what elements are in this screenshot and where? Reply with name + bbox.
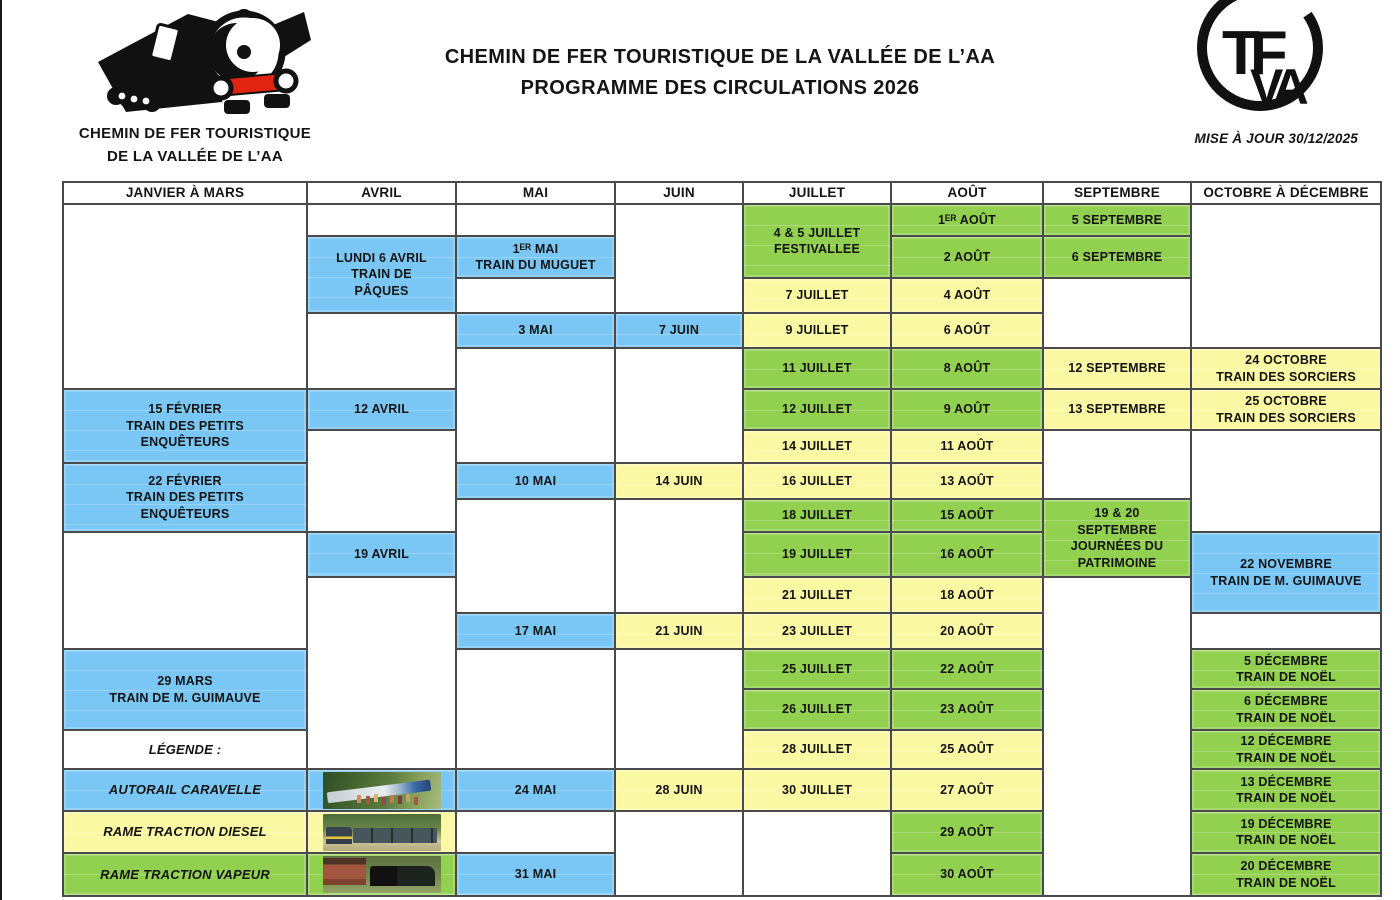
- legend-label-caravelle: [64, 770, 308, 812]
- cell-text: 4 & 5 JUILLET: [773, 225, 861, 240]
- logo-caption-line2: DE LA VALLÉE DE L’AA: [106, 148, 283, 166]
- cell-text: 12 SEPTEMBRE: [1068, 361, 1166, 376]
- cell-text: 31 MAI: [514, 867, 557, 882]
- cell-text: LÉGENDE :: [148, 741, 222, 757]
- schedule-cell: [892, 731, 1044, 770]
- schedule-cell: [892, 390, 1044, 431]
- schedule-cell: [1044, 431, 1192, 500]
- schedule-cell: [744, 770, 892, 812]
- cell-text: TRAIN DE NOËL: [1236, 670, 1336, 684]
- schedule-cell: [1192, 731, 1382, 770]
- schedule-cell: [308, 812, 457, 854]
- cell-text: 30 JUILLET: [781, 782, 853, 797]
- cell-text: 16 JUILLET: [781, 473, 853, 488]
- schedule-cell: [892, 464, 1044, 500]
- cell-text: TRAIN DES PETITS: [126, 418, 244, 433]
- schedule-cell: [616, 770, 744, 812]
- schedule-cell: [457, 650, 616, 770]
- cell-text: 22 FÉVRIER: [148, 473, 222, 488]
- schedule-cell: [1192, 205, 1382, 349]
- cell-text: 13 DÉCEMBRE: [1240, 774, 1332, 789]
- cell-text: 21 JUIN: [655, 623, 703, 638]
- cell-text: 5 DÉCEMBRE: [1244, 653, 1328, 668]
- schedule-cell: [892, 812, 1044, 854]
- column-header-7: SEPTEMBRE: [1044, 183, 1192, 205]
- schedule-cell: [892, 205, 1044, 237]
- legend-photo-caravelle: [323, 772, 441, 809]
- schedule-cell: [308, 431, 457, 533]
- legend-photo-diesel: [323, 814, 441, 851]
- cell-text: TRAIN DE NOËL: [1236, 791, 1336, 805]
- schedule-cell: [1044, 205, 1192, 237]
- cell-text: 5 SEPTEMBRE: [1071, 212, 1163, 227]
- cell-text: TRAIN DE M. GUIMAUVE: [109, 690, 261, 705]
- column-header-8: OCTOBRE À DÉCEMBRE: [1192, 183, 1382, 205]
- schedule-cell: [64, 533, 308, 650]
- schedule-cell: [616, 349, 744, 464]
- cell-text: ENQUÊTEURS: [140, 506, 230, 521]
- schedule-cell: [64, 650, 308, 731]
- cell-text: 1ᴱᴿ MAI: [512, 241, 559, 256]
- cell-text: 9 AOÛT: [943, 402, 991, 417]
- cell-text: 12 JUILLET: [781, 402, 853, 417]
- schedule-cell: [744, 279, 892, 314]
- cell-text: 26 JUILLET: [781, 702, 853, 717]
- cell-text: 22 NOVEMBRE: [1240, 557, 1332, 571]
- schedule-cell: [457, 314, 616, 349]
- schedule-cell: [892, 237, 1044, 279]
- logo-caption-line1: CHEMIN DE FER TOURISTIQUE: [78, 125, 312, 142]
- schedule-cell: [1044, 578, 1192, 897]
- cell-text: 25 OCTOBRE: [1245, 394, 1327, 408]
- schedule-cell: [892, 650, 1044, 690]
- schedule-cell: [64, 205, 308, 390]
- schedule-cell: [616, 314, 744, 349]
- cell-text: 27 AOÛT: [940, 782, 994, 797]
- cell-text: 15 FÉVRIER: [148, 402, 222, 417]
- cell-text: TRAIN DE NOËL: [1236, 833, 1336, 847]
- schedule-cell: [457, 237, 616, 279]
- schedule-cell: [308, 205, 457, 237]
- cell-text: FESTIVALLEE: [773, 242, 860, 256]
- schedule-cell: [1044, 390, 1192, 431]
- schedule-cell: [744, 578, 892, 614]
- cell-text: 3 MAI: [518, 323, 553, 338]
- cell-text: 13 AOÛT: [940, 473, 994, 488]
- cell-text: 25 AOÛT: [940, 742, 994, 757]
- schedule-cell: [457, 205, 616, 237]
- schedule-cell: [744, 349, 892, 390]
- schedule-cell: [892, 578, 1044, 614]
- cell-text: PATRIMOINE: [1077, 555, 1157, 570]
- cell-text: PÂQUES: [354, 283, 409, 298]
- schedule-cell: [744, 390, 892, 431]
- cell-text: TRAIN DU MUGUET: [475, 258, 596, 272]
- schedule-cell: [892, 770, 1044, 812]
- title-line1: CHEMIN DE FER TOURISTIQUE DE LA VALLÉE DE L’AA: [444, 46, 996, 68]
- cell-text: 2 AOÛT: [943, 249, 991, 264]
- schedule-cell: [744, 431, 892, 464]
- cell-text: 28 JUIN: [655, 782, 703, 797]
- schedule-cell: [308, 533, 457, 578]
- schedule-cell: [64, 390, 308, 464]
- logo-caption: [50, 122, 340, 169]
- schedule-cell: [308, 390, 457, 431]
- schedule-cell: [1044, 349, 1192, 390]
- cell-text: 1ᴱᴿ AOÛT: [938, 212, 996, 227]
- cell-text: 23 AOÛT: [940, 702, 994, 717]
- column-header-1: JANVIER À MARS: [64, 183, 308, 205]
- cell-text: 20 AOÛT: [940, 623, 994, 638]
- column-header-5: JUILLET: [744, 183, 892, 205]
- updated-date: MISE À JOUR 30/12/2025: [1194, 131, 1358, 146]
- schedule-cell: [1192, 854, 1382, 897]
- schedule-cell: [308, 770, 457, 812]
- schedule-cell: [64, 464, 308, 533]
- cell-text: ENQUÊTEURS: [140, 435, 230, 450]
- cell-text: 20 DÉCEMBRE: [1240, 859, 1332, 873]
- schedule-cell: [892, 349, 1044, 390]
- legend-title: [64, 731, 308, 770]
- cell-text: RAME TRACTION DIESEL: [103, 824, 267, 840]
- column-header-3: MAI: [457, 183, 616, 205]
- cell-text: 6 AOÛT: [943, 323, 991, 338]
- cell-text: 24 OCTOBRE: [1245, 353, 1327, 367]
- legend-label-vapeur: [64, 854, 308, 897]
- cell-text: TRAIN DE M. GUIMAUVE: [1210, 573, 1362, 588]
- schedule-cell: [1192, 390, 1382, 431]
- schedule-cell: [744, 812, 892, 897]
- schedule-cell: [892, 614, 1044, 650]
- cell-text: 14 JUILLET: [781, 439, 853, 454]
- cell-text: AUTORAIL CARAVELLE: [108, 782, 262, 798]
- schedule-cell: [457, 279, 616, 314]
- schedule-cell: [892, 854, 1044, 897]
- schedule-cell: [457, 770, 616, 812]
- cell-text: SEPTEMBRE: [1077, 522, 1157, 537]
- schedule-cell: [1044, 500, 1192, 578]
- cell-text: 14 JUIN: [655, 473, 703, 488]
- schedule-cell: [616, 812, 744, 897]
- cftva-monogram-logo: [1192, 0, 1332, 122]
- schedule-cell: [892, 279, 1044, 314]
- cell-text: 22 AOÛT: [940, 661, 994, 676]
- cell-text: 11 AOÛT: [940, 439, 994, 454]
- column-header-2: AVRIL: [308, 183, 457, 205]
- schedule-cell: [892, 690, 1044, 731]
- svg-text:VA: VA: [1250, 59, 1302, 115]
- schedule-cell: [308, 854, 457, 897]
- schedule-cell: [744, 690, 892, 731]
- cell-text: 17 MAI: [514, 623, 557, 638]
- svg-text:TF: TF: [1222, 19, 1278, 88]
- schedule-cell: [744, 614, 892, 650]
- cell-text: 12 DÉCEMBRE: [1240, 734, 1332, 748]
- cell-text: 19 AVRIL: [353, 547, 410, 562]
- cell-text: TRAIN DE NOËL: [1236, 875, 1336, 890]
- cell-text: TRAIN DE NOËL: [1236, 750, 1336, 765]
- column-header-6: AOÛT: [892, 183, 1044, 205]
- cell-text: 29 AOÛT: [940, 824, 994, 839]
- schedule-cell: [616, 500, 744, 614]
- schedule-cell: [744, 533, 892, 578]
- schedule-cell: [744, 314, 892, 349]
- schedule-cell: [1044, 237, 1192, 279]
- cell-text: 4 AOÛT: [943, 288, 991, 303]
- cell-text: TRAIN DES PETITS: [126, 490, 244, 505]
- schedule-cell: [892, 314, 1044, 349]
- cell-text: 9 JUILLET: [785, 323, 849, 338]
- cell-text: RAME TRACTION VAPEUR: [100, 866, 270, 882]
- legend-label-diesel: [64, 812, 308, 854]
- schedule-cell: [1192, 812, 1382, 854]
- schedule-cell: [1192, 690, 1382, 731]
- cell-text: 28 JUILLET: [781, 742, 853, 757]
- schedule-cell: [1192, 533, 1382, 614]
- schedule-cell: [457, 500, 616, 614]
- schedule-cell: [744, 205, 892, 279]
- cell-text: 25 JUILLET: [781, 661, 853, 676]
- schedule-cell: [616, 650, 744, 770]
- cell-text: 19 JUILLET: [781, 547, 853, 562]
- cell-text: LUNDI 6 AVRIL: [336, 250, 427, 265]
- title-line2: PROGRAMME DES CIRCULATIONS 2026: [520, 77, 920, 99]
- schedule-cell: [744, 731, 892, 770]
- schedule-cell: [308, 314, 457, 390]
- schedule-cell: [308, 578, 457, 770]
- cell-text: 19 & 20: [1094, 506, 1140, 520]
- page-title: [390, 42, 1050, 104]
- schedule-cell: [1192, 650, 1382, 690]
- schedule-cell: [457, 854, 616, 897]
- column-header-4: JUIN: [616, 183, 744, 205]
- cell-text: 6 DÉCEMBRE: [1244, 694, 1328, 708]
- cell-text: TRAIN DES SORCIERS: [1216, 410, 1356, 425]
- cell-text: TRAIN DES SORCIERS: [1216, 369, 1356, 384]
- schedule-cell: [457, 349, 616, 464]
- steam-train-logo: [96, 0, 311, 120]
- schedule-cell: [1044, 279, 1192, 349]
- schedule-cell: [1192, 349, 1382, 390]
- cell-text: 10 MAI: [514, 473, 557, 488]
- cell-text: TRAIN DE NOËL: [1236, 710, 1336, 725]
- cell-text: 21 JUILLET: [781, 587, 853, 602]
- cell-text: 24 MAI: [514, 782, 557, 797]
- cell-text: 18 AOÛT: [940, 587, 994, 602]
- schedule-cell: [892, 533, 1044, 578]
- cell-text: 8 AOÛT: [943, 361, 991, 376]
- schedule-cell: [744, 500, 892, 533]
- schedule-cell: [1192, 770, 1382, 812]
- cell-text: 23 JUILLET: [781, 623, 853, 638]
- cell-text: 18 JUILLET: [781, 508, 853, 523]
- schedule-cell: [744, 650, 892, 690]
- cell-text: 13 SEPTEMBRE: [1068, 402, 1166, 417]
- schedule-cell: [616, 614, 744, 650]
- schedule-table: [62, 181, 1382, 897]
- schedule-cell: [457, 464, 616, 500]
- cell-text: JOURNÉES DU: [1070, 539, 1164, 553]
- cell-text: 7 JUILLET: [785, 288, 849, 303]
- schedule-cell: [744, 464, 892, 500]
- cell-text: 30 AOÛT: [940, 867, 994, 882]
- schedule-cell: [892, 500, 1044, 533]
- schedule-cell: [1192, 431, 1382, 533]
- schedule-cell: [1192, 614, 1382, 650]
- schedule-cell: [457, 614, 616, 650]
- schedule-cell: [457, 812, 616, 854]
- cell-text: 15 AOÛT: [940, 508, 994, 523]
- cell-text: 16 AOÛT: [940, 547, 994, 562]
- cell-text: 7 JUIN: [658, 323, 700, 338]
- cell-text: 12 AVRIL: [353, 402, 410, 417]
- cell-text: 29 MARS: [157, 674, 213, 688]
- cell-text: 19 DÉCEMBRE: [1240, 816, 1332, 831]
- schedule-cell: [308, 237, 457, 314]
- cell-text: 11 JUILLET: [782, 361, 852, 376]
- schedule-cell: [616, 464, 744, 500]
- schedule-cell: [616, 205, 744, 314]
- cell-text: TRAIN DE: [351, 267, 412, 282]
- page-left-border: [0, 0, 2, 900]
- legend-photo-vapeur: [323, 856, 441, 893]
- cell-text: 6 SEPTEMBRE: [1071, 249, 1163, 264]
- schedule-cell: [892, 431, 1044, 464]
